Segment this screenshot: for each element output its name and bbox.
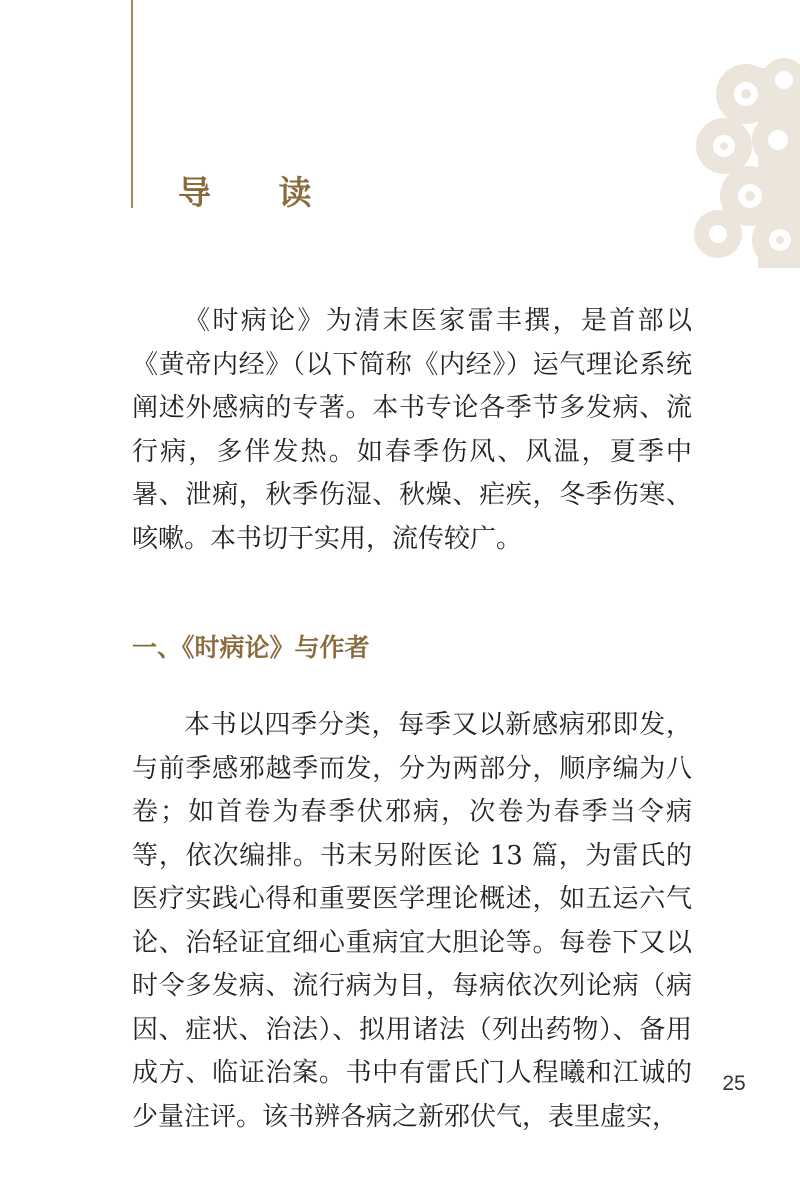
page-title: 导 读	[178, 173, 340, 212]
body-paragraph: 本书以四季分类，每季又以新感病邪即发，与前季感邪越季而发，分为两部分，顺序编为八卷；如首卷为春季伏邪病，次卷为春季当令病等，依次编排。书末另附医论 13 篇，为雷氏的医疗实践心得和重要医学理论概述，如五运六气论、治轻证宜细心重病宜大胆论等。每卷下又以时令多发病、流行病为目，每病依次列论病（病因、症状、治法）、拟用诸法（列出药物）、备用成方、临证治案。书中有雷氏门人程曦和江诚的少量注评。该书辨各病之新邪伏气，表里虚实，	[132, 710, 692, 1132]
vertical-rule	[131, 0, 133, 208]
intro-paragraph: 《时病论》为清末医家雷丰撰，是首部以《黄帝内经》（以下简称《内经》）运气理论系统阐述外感病的专著。本书专论各季节多发病、流行病，多伴发热。如春季伤风、风温，夏季中暑、泄痢，秋季伤湿、秋燥、疟疾，冬季伤寒、咳嗽。本书切于实用，流传较广。	[132, 306, 692, 554]
cloud-scroll-ornament-icon	[688, 58, 800, 272]
section-heading: 一、《时病论》与作者	[132, 633, 370, 662]
page-number: 25	[722, 1072, 746, 1095]
